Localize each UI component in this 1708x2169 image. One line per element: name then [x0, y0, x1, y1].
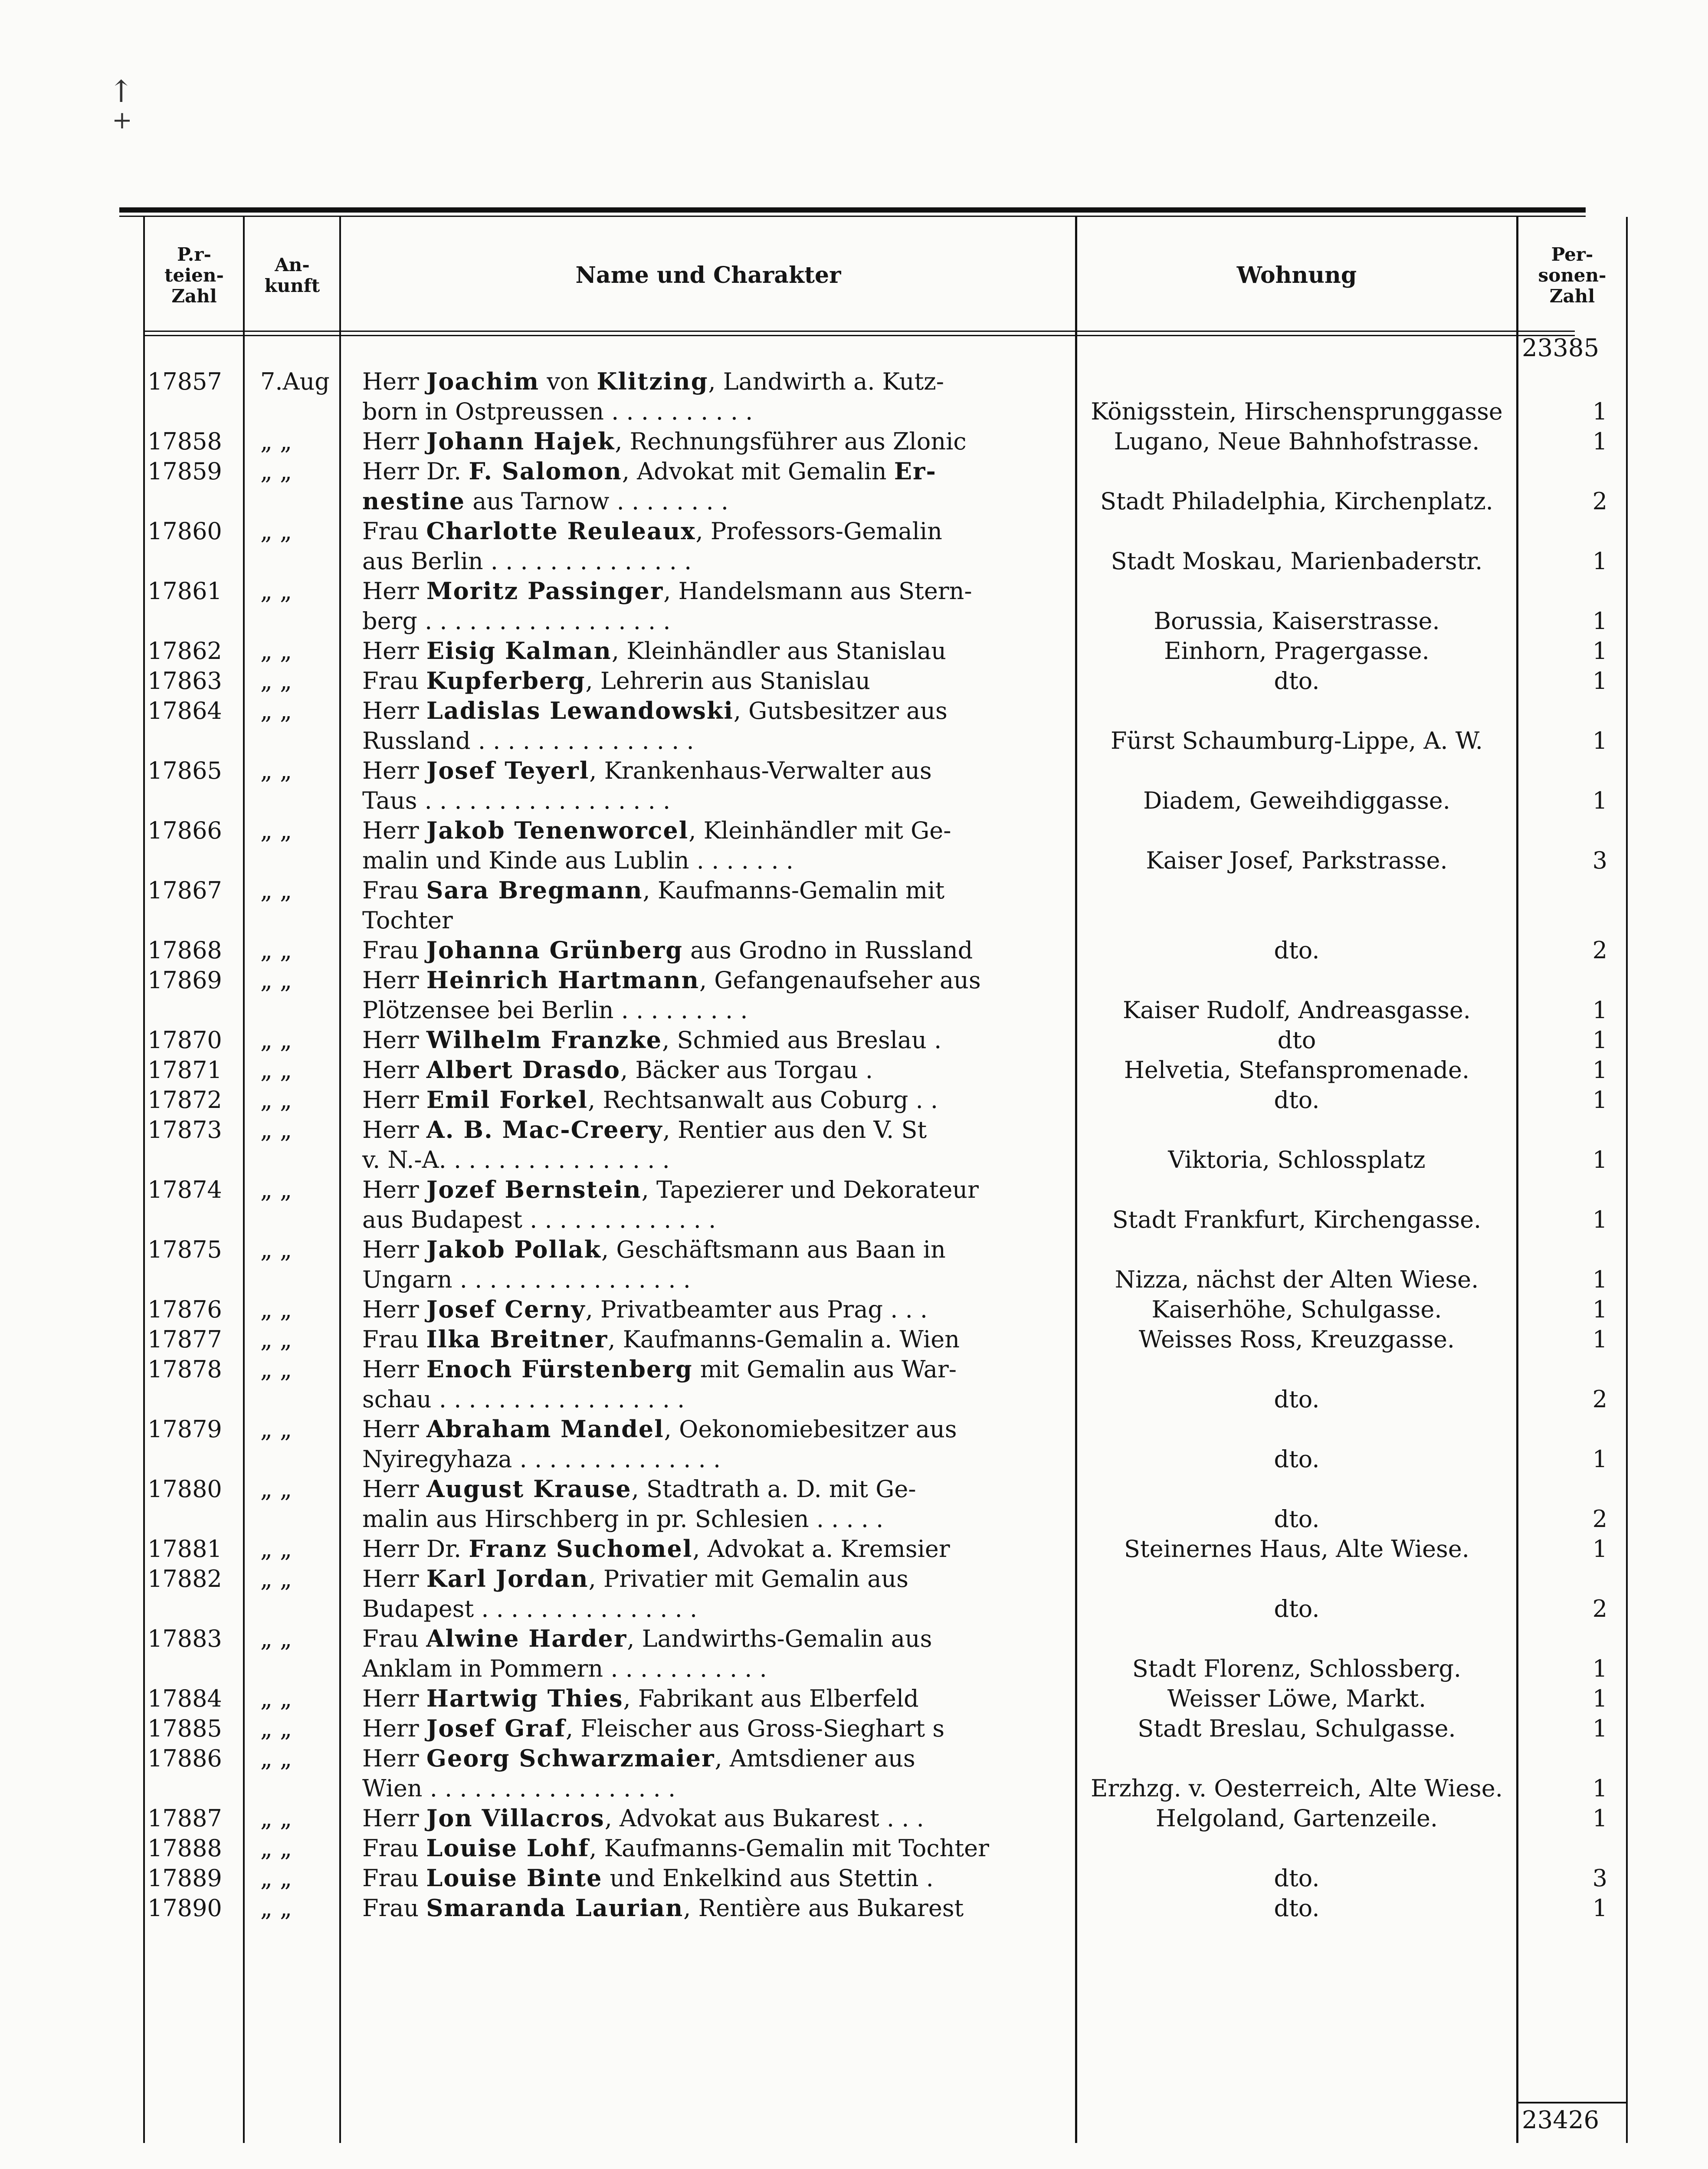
row-name-line: Frau Kupferberg, Lehrerin aus Stanislau: [362, 667, 871, 695]
row-name-line: born in Ostpreussen . . . . . . . . . .: [362, 398, 753, 425]
guest-name-cont: Klitzing: [597, 367, 708, 395]
row-personen: 1: [1592, 727, 1607, 754]
guest-name: Alwine Harder: [426, 1625, 627, 1652]
row-name-line: Russland . . . . . . . . . . . . . . .: [362, 727, 694, 754]
row-name-line: Herr Jon Villacros, Advokat aus Bukarest . . .: [362, 1804, 924, 1832]
row-ankunft: „ „: [260, 1864, 292, 1892]
row-personen: 1: [1592, 1146, 1607, 1173]
row-wohnung: Helvetia, Stefanspromenade.: [1124, 1056, 1470, 1084]
guest-name: Emil Forkel: [426, 1086, 588, 1114]
row-name-line: Herr Josef Graf, Fleischer aus Gross-Sieghart s: [362, 1714, 945, 1742]
row-ankunft: „ „: [260, 1565, 292, 1592]
row-wohnung: dto.: [1274, 1894, 1320, 1922]
row-personen: 3: [1592, 847, 1607, 874]
row-number: 17882: [148, 1565, 222, 1592]
row-name-line: Frau Charlotte Reuleaux, Professors-Gemalin: [362, 517, 942, 545]
guest-name: nestine: [362, 487, 466, 515]
row-personen: 1: [1592, 1326, 1607, 1353]
row-ankunft: „ „: [260, 1475, 292, 1503]
row-name-line: Frau Ilka Breitner, Kaufmanns-Gemalin a. Wien: [362, 1325, 960, 1353]
row-number: 17866: [148, 817, 222, 844]
row-number: 17865: [148, 757, 222, 784]
row-wohnung: dto.: [1274, 937, 1320, 964]
row-number: 17890: [148, 1894, 222, 1922]
row-personen: 1: [1592, 1535, 1607, 1563]
row-ankunft: „ „: [260, 1685, 292, 1712]
guest-name: Ilka Breitner: [426, 1325, 608, 1353]
row-number: 17864: [148, 697, 222, 724]
row-ankunft: „ „: [260, 1415, 292, 1443]
row-number: 17878: [148, 1356, 222, 1383]
row-number: 17880: [148, 1475, 222, 1503]
row-personen: 1: [1592, 1445, 1607, 1473]
row-ankunft: „ „: [260, 1356, 292, 1383]
guest-name: Heinrich Hartmann: [426, 966, 699, 994]
guest-name: Franz Suchomel: [469, 1535, 693, 1563]
row-number: 17888: [148, 1835, 222, 1862]
row-ankunft: „ „: [260, 757, 292, 784]
row-wohnung: Nizza, nächst der Alten Wiese.: [1115, 1266, 1479, 1293]
row-name-line: Herr Wilhelm Franzke, Schmied aus Breslau .: [362, 1026, 942, 1054]
row-number: 17867: [148, 877, 222, 904]
row-personen: 1: [1592, 1805, 1607, 1832]
row-number: 17863: [148, 667, 222, 695]
row-name-line: Herr Josef Cerny, Privatbeamter aus Prag . . .: [362, 1295, 928, 1323]
row-ankunft: „ „: [260, 877, 292, 904]
row-ankunft: 7.Aug: [260, 368, 330, 395]
row-personen: 1: [1592, 1206, 1607, 1233]
guest-name: Kupferberg: [426, 667, 586, 695]
row-name-line: Frau Alwine Harder, Landwirths-Gemalin aus: [362, 1625, 932, 1652]
row-name-line: Ungarn . . . . . . . . . . . . . . . .: [362, 1266, 691, 1293]
row-name-line: Budapest . . . . . . . . . . . . . . .: [362, 1595, 698, 1622]
row-number: 17886: [148, 1745, 222, 1772]
row-number: 17860: [148, 518, 222, 545]
row-ankunft: „ „: [260, 967, 292, 994]
row-name-line: aus Berlin . . . . . . . . . . . . . .: [362, 547, 692, 575]
row-number: 17874: [148, 1176, 222, 1203]
row-ankunft: „ „: [260, 1236, 292, 1263]
guest-name: Joachim: [426, 367, 540, 395]
row-ankunft: „ „: [260, 1894, 292, 1922]
row-personen: 1: [1592, 637, 1607, 665]
guest-name: Louise Binte: [426, 1864, 603, 1892]
row-wohnung: dto.: [1274, 1386, 1320, 1413]
row-name-line: Herr Dr. F. Salomon, Advokat mit Gemalin Er-: [362, 457, 937, 485]
row-name-line: Herr Heinrich Hartmann, Gefangenaufseher aus: [362, 966, 981, 994]
row-ankunft: „ „: [260, 1296, 292, 1323]
row-personen: 1: [1592, 607, 1607, 635]
row-wohnung: Fürst Schaumburg-Lippe, A. W.: [1111, 727, 1483, 754]
row-number: 17885: [148, 1715, 222, 1742]
row-name-line: aus Budapest . . . . . . . . . . . . .: [362, 1206, 716, 1233]
guest-name: Smaranda Laurian: [426, 1894, 684, 1922]
row-name-line: Herr Joachim von Klitzing, Landwirth a. Kutz-: [362, 367, 944, 395]
header-parteien-zahl: P.r- teien- Zahl: [164, 243, 224, 307]
row-wohnung: Lugano, Neue Bahnhofstrasse.: [1114, 428, 1480, 455]
row-wohnung: Weisser Löwe, Markt.: [1167, 1685, 1426, 1712]
row-number: 17881: [148, 1535, 222, 1563]
row-wohnung: Helgoland, Gartenzeile.: [1155, 1805, 1438, 1832]
col-rule-right: [1626, 217, 1628, 2143]
row-name-line: Herr Eisig Kalman, Kleinhändler aus Stanislau: [362, 637, 947, 665]
guest-name: Moritz Passinger: [426, 577, 664, 605]
row-personen: 1: [1592, 1296, 1607, 1323]
row-name-line: malin aus Hirschberg in pr. Schlesien . . . . .: [362, 1505, 884, 1533]
row-wohnung: Steinernes Haus, Alte Wiese.: [1124, 1535, 1469, 1563]
row-ankunft: „ „: [260, 697, 292, 724]
row-ankunft: „ „: [260, 817, 292, 844]
row-number: 17883: [148, 1625, 222, 1652]
row-personen: 1: [1592, 1266, 1607, 1293]
row-name-line: berg . . . . . . . . . . . . . . . . .: [362, 607, 671, 635]
row-number: 17877: [148, 1326, 222, 1353]
row-name-line: Herr Enoch Fürstenberg mit Gemalin aus War-: [362, 1355, 957, 1383]
row-name-line: Frau Louise Lohf, Kaufmanns-Gemalin mit Tochter: [362, 1834, 989, 1862]
row-name-line: Anklam in Pommern . . . . . . . . . . .: [362, 1655, 767, 1682]
header-bottom-rule-1: [143, 331, 1575, 332]
row-wohnung: Diadem, Geweihdiggasse.: [1143, 787, 1450, 814]
row-number: 17862: [148, 637, 222, 665]
corner-mark-2: +: [112, 106, 132, 134]
row-personen: 1: [1592, 1685, 1607, 1712]
guest-name: Johann Hajek: [426, 427, 615, 455]
row-wohnung: Borussia, Kaiserstrasse.: [1154, 607, 1440, 635]
row-ankunft: „ „: [260, 458, 292, 485]
guest-name: Josef Teyerl: [426, 757, 590, 784]
guest-name: Jakob Tenenworcel: [426, 816, 689, 844]
row-number: 17887: [148, 1805, 222, 1832]
row-name-line: Herr Johann Hajek, Rechnungsführer aus Zlonic: [362, 427, 967, 455]
header-name-und-charakter: Name und Charakter: [575, 262, 841, 289]
guest-name: Charlotte Reuleaux: [426, 517, 696, 545]
header-ankunft: An- kunft: [264, 254, 320, 296]
row-name-line: Taus . . . . . . . . . . . . . . . . .: [362, 787, 671, 814]
guest-name: August Krause: [426, 1475, 632, 1503]
row-number: 17857: [148, 368, 222, 395]
guest-name: Jon Villacros: [426, 1804, 605, 1832]
guest-name: Sara Bregmann: [426, 876, 643, 904]
row-name-line: Herr A. B. Mac-Creery, Rentier aus den V. St: [362, 1116, 927, 1143]
row-wohnung: Königsstein, Hirschensprunggasse: [1091, 398, 1503, 425]
row-ankunft: „ „: [260, 1625, 292, 1652]
row-name-line: Herr Albert Drasdo, Bäcker aus Torgau .: [362, 1056, 873, 1084]
guest-name: Louise Lohf: [426, 1834, 590, 1862]
row-number: 17870: [148, 1026, 222, 1054]
row-personen: 1: [1592, 1894, 1607, 1922]
row-wohnung: dto: [1277, 1026, 1316, 1054]
row-personen: 1: [1592, 1655, 1607, 1682]
row-number: 17872: [148, 1086, 222, 1114]
guest-name: F. Salomon: [469, 457, 622, 485]
row-personen: 3: [1592, 1864, 1607, 1892]
header-bottom-rule-2: [143, 335, 1575, 336]
row-number: 17858: [148, 428, 222, 455]
row-personen: 2: [1592, 1386, 1607, 1413]
row-name-line: Wien . . . . . . . . . . . . . . . . .: [362, 1775, 676, 1802]
col-rule-left: [143, 217, 145, 2143]
row-ankunft: „ „: [260, 1056, 292, 1084]
row-name-line: Herr August Krause, Stadtrath a. D. mit Ge-: [362, 1475, 916, 1503]
row-wohnung: dto.: [1274, 667, 1320, 695]
row-personen: 1: [1592, 428, 1607, 455]
row-personen: 1: [1592, 1026, 1607, 1054]
row-personen: 1: [1592, 667, 1607, 695]
row-name-line: Herr Georg Schwarzmaier, Amtsdiener aus: [362, 1744, 915, 1772]
corner-mark-1: ↑: [108, 74, 134, 109]
row-number: 17868: [148, 937, 222, 964]
row-ankunft: „ „: [260, 518, 292, 545]
row-ankunft: „ „: [260, 1745, 292, 1772]
row-personen: 1: [1592, 1056, 1607, 1084]
row-ankunft: „ „: [260, 1835, 292, 1862]
row-number: 17861: [148, 577, 222, 605]
header-wohnung: Wohnung: [1236, 262, 1357, 289]
row-wohnung: Erzhzg. v. Oesterreich, Alte Wiese.: [1091, 1775, 1503, 1802]
guest-name: Jakob Pollak: [426, 1235, 601, 1263]
row-name-line: Herr Hartwig Thies, Fabrikant aus Elberfeld: [362, 1684, 919, 1712]
row-name-line: Plötzensee bei Berlin . . . . . . . . .: [362, 996, 748, 1024]
row-name-line: Herr Dr. Franz Suchomel, Advokat a. Kremsier: [362, 1535, 950, 1563]
row-ankunft: „ „: [260, 1805, 292, 1832]
row-name-line: malin und Kinde aus Lublin . . . . . . .: [362, 847, 793, 874]
row-name-line: Herr Jakob Tenenworcel, Kleinhändler mit Ge-: [362, 816, 951, 844]
row-number: 17869: [148, 967, 222, 994]
row-name-line: Frau Louise Binte und Enkelkind aus Stettin .: [362, 1864, 934, 1892]
row-ankunft: „ „: [260, 1715, 292, 1742]
row-ankunft: „ „: [260, 1116, 292, 1143]
row-ankunft: „ „: [260, 428, 292, 455]
row-wohnung: dto.: [1274, 1505, 1320, 1533]
row-name-line: Frau Sara Bregmann, Kaufmanns-Gemalin mit: [362, 876, 945, 904]
row-wohnung: Stadt Florenz, Schlossberg.: [1132, 1655, 1462, 1682]
row-ankunft: „ „: [260, 577, 292, 605]
row-name-line: Herr Jakob Pollak, Geschäftsmann aus Baan in: [362, 1235, 946, 1263]
guest-name-cont: Er-: [894, 457, 937, 485]
col-rule-name: [339, 217, 341, 2143]
row-name-line: Herr Josef Teyerl, Krankenhaus-Verwalter aus: [362, 757, 932, 784]
row-personen: 2: [1592, 488, 1607, 515]
top-thick-rule: [119, 207, 1586, 213]
guest-name: Jozef Bernstein: [426, 1176, 642, 1203]
row-name-line: Herr Emil Forkel, Rechtsanwalt aus Coburg . .: [362, 1086, 938, 1114]
row-wohnung: Kaiser Josef, Parkstrasse.: [1146, 847, 1448, 874]
row-number: 17879: [148, 1415, 222, 1443]
row-name-line: Herr Ladislas Lewandowski, Gutsbesitzer aus: [362, 697, 947, 724]
row-personen: 2: [1592, 1505, 1607, 1533]
row-ankunft: „ „: [260, 1086, 292, 1114]
row-personen: 1: [1592, 996, 1607, 1024]
row-ankunft: „ „: [260, 667, 292, 695]
guest-name: Hartwig Thies: [426, 1684, 623, 1712]
row-name-line: Nyiregyhaza . . . . . . . . . . . . . .: [362, 1445, 721, 1473]
row-name-line: nestine aus Tarnow . . . . . . . .: [362, 487, 729, 515]
row-name-line: schau . . . . . . . . . . . . . . . . .: [362, 1386, 685, 1413]
total-rule: [1518, 2102, 1626, 2103]
row-name-line: Tochter: [362, 907, 453, 934]
row-wohnung: Weisses Ross, Kreuzgasse.: [1138, 1326, 1455, 1353]
row-number: 17859: [148, 458, 222, 485]
row-name-line: Herr Moritz Passinger, Handelsmann aus Stern-: [362, 577, 972, 605]
row-personen: 2: [1592, 937, 1607, 964]
row-wohnung: dto.: [1274, 1864, 1320, 1892]
row-name-line: Herr Jozef Bernstein, Tapezierer und Dekorateur: [362, 1176, 979, 1203]
guest-name: Johanna Grünberg: [426, 936, 683, 964]
guest-name: Josef Graf: [426, 1714, 566, 1742]
row-number: 17873: [148, 1116, 222, 1143]
row-wohnung: Stadt Frankfurt, Kirchengasse.: [1112, 1206, 1482, 1233]
row-name-line: v. N.-A. . . . . . . . . . . . . . . .: [362, 1146, 670, 1173]
row-name-line: Herr Abraham Mandel, Oekonomiebesitzer aus: [362, 1415, 957, 1443]
col-rule-ankunft: [243, 217, 245, 2143]
row-wohnung: dto.: [1274, 1445, 1320, 1473]
guest-name: Enoch Fürstenberg: [426, 1355, 693, 1383]
guest-name: A. B. Mac-Creery: [426, 1116, 663, 1143]
row-ankunft: „ „: [260, 1026, 292, 1054]
row-number: 17871: [148, 1056, 222, 1084]
row-personen: 1: [1592, 547, 1607, 575]
row-personen: 1: [1592, 398, 1607, 425]
row-name-line: Frau Johanna Grünberg aus Grodno in Russland: [362, 936, 973, 964]
row-wohnung: dto.: [1274, 1595, 1320, 1622]
row-ankunft: „ „: [260, 1326, 292, 1353]
row-number: 17876: [148, 1296, 222, 1323]
row-number: 17884: [148, 1685, 222, 1712]
row-personen: 1: [1592, 1775, 1607, 1802]
guest-name: Karl Jordan: [426, 1565, 589, 1592]
final-total: 23426: [1522, 2106, 1600, 2134]
carried-over-total: 23385: [1522, 334, 1600, 362]
guest-name: Josef Cerny: [426, 1295, 586, 1323]
row-number: 17875: [148, 1236, 222, 1263]
guest-name: Wilhelm Franzke: [426, 1026, 662, 1054]
row-ankunft: „ „: [260, 1176, 292, 1203]
row-ankunft: „ „: [260, 637, 292, 665]
row-wohnung: Einhorn, Pragergasse.: [1164, 637, 1429, 665]
row-wohnung: Kaiserhöhe, Schulgasse.: [1151, 1296, 1442, 1323]
row-wohnung: Stadt Moskau, Marienbaderstr.: [1111, 547, 1483, 575]
row-ankunft: „ „: [260, 1535, 292, 1563]
row-wohnung: Kaiser Rudolf, Andreasgasse.: [1123, 996, 1471, 1024]
row-wohnung: Viktoria, Schlossplatz: [1168, 1146, 1426, 1173]
row-personen: 1: [1592, 1086, 1607, 1114]
row-personen: 1: [1592, 787, 1607, 814]
row-ankunft: „ „: [260, 937, 292, 964]
row-name-line: Herr Karl Jordan, Privatier mit Gemalin aus: [362, 1565, 908, 1592]
header-personen-zahl: Per- sonen- Zahl: [1538, 243, 1606, 307]
row-number: 17889: [148, 1864, 222, 1892]
row-wohnung: dto.: [1274, 1086, 1320, 1114]
row-name-line: Frau Smaranda Laurian, Rentière aus Bukarest: [362, 1894, 964, 1922]
row-wohnung: Stadt Philadelphia, Kirchenplatz.: [1100, 488, 1493, 515]
row-personen: 1: [1592, 1715, 1607, 1742]
row-personen: 2: [1592, 1595, 1607, 1622]
guest-name: Abraham Mandel: [426, 1415, 664, 1443]
row-wohnung: Stadt Breslau, Schulgasse.: [1138, 1715, 1456, 1742]
guest-name: Eisig Kalman: [426, 637, 612, 665]
guest-name: Ladislas Lewandowski: [426, 697, 734, 724]
guest-name: Albert Drasdo: [426, 1056, 621, 1084]
guest-name: Georg Schwarzmaier: [426, 1744, 715, 1772]
